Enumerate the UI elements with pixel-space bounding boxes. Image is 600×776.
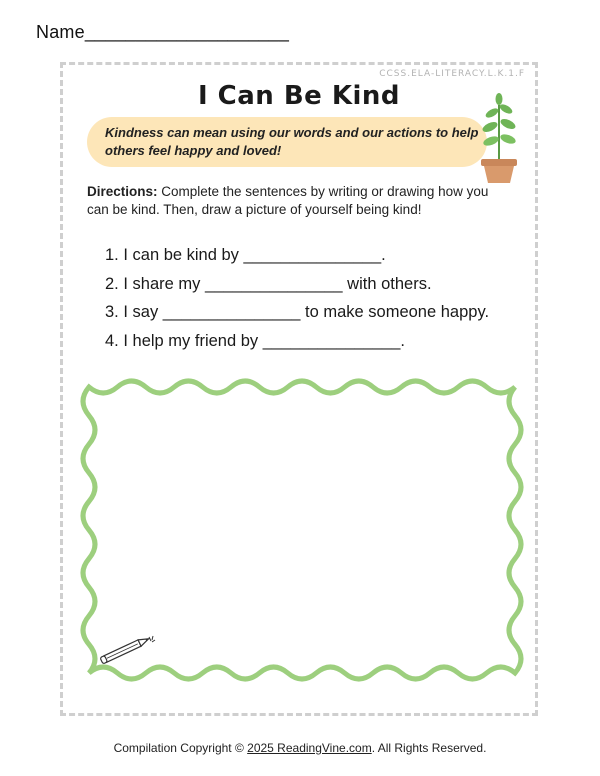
kindness-banner xyxy=(87,117,487,167)
banner-text: Kindness can mean using our words and our actions to help others feel happy and loved! xyxy=(105,125,479,158)
sentence-1[interactable]: 1. I can be kind by _______________. xyxy=(105,246,386,264)
footer-suffix: . All Rights Reserved. xyxy=(371,741,487,755)
worksheet-frame xyxy=(60,62,538,716)
sentence-list xyxy=(105,241,489,355)
name-field xyxy=(36,22,289,43)
sentence-4[interactable]: 4. I help my friend by _______________. xyxy=(105,331,405,350)
name-label: Name xyxy=(36,22,85,42)
directions-label: Directions: xyxy=(87,184,158,199)
sentence-2[interactable]: 2. I share my _______________ with others. xyxy=(105,274,432,293)
footer xyxy=(0,741,600,755)
worksheet-title: I Can Be Kind xyxy=(197,81,401,111)
footer-prefix: Compilation Copyright © xyxy=(113,741,248,755)
standard-code: CCSS.ELA-LITERACY.L.K.1.F xyxy=(379,69,525,79)
directions xyxy=(87,183,507,219)
footer-link[interactable]: 2025 ReadingVine.com xyxy=(247,741,372,755)
potted-plant-icon xyxy=(475,85,523,185)
pencil-icon xyxy=(97,631,159,667)
sentence-3[interactable]: 3. I say _______________ to make someone happy. xyxy=(105,303,490,321)
name-blank[interactable]: ____________________ xyxy=(84,22,290,42)
directions-text: Complete the sentences by writing or drawing how you can be kind. Then, draw a picture of yourself being kind! xyxy=(87,184,489,217)
